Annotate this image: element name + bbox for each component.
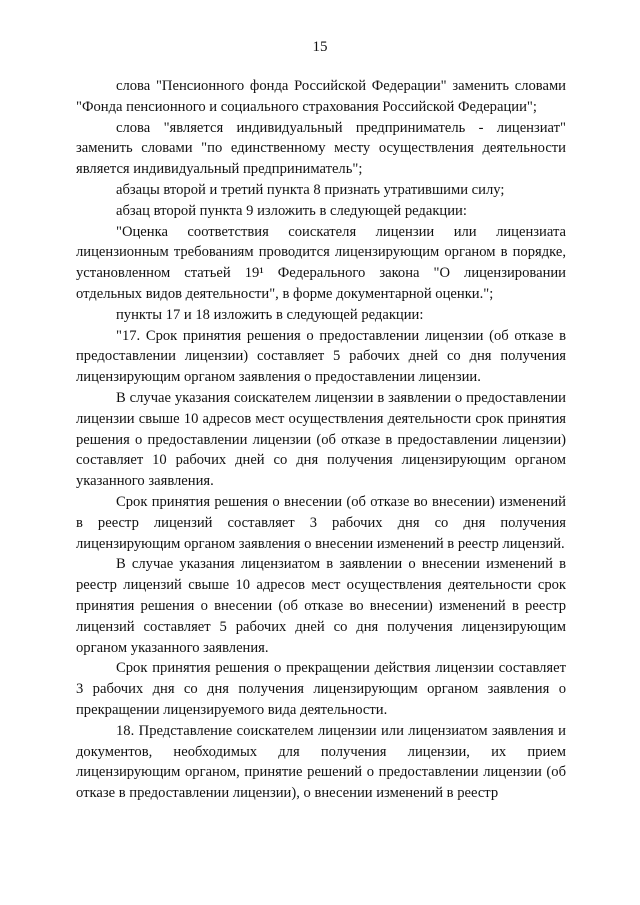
paragraph-2: слова "является индивидуальный предприниматель - лицензиат" заменить словами "по единственному месту осуществления деятельности является индивидуальный предприниматель";: [76, 119, 566, 178]
paragraph-8: В случае указания соискателем лицензии в заявлении о предоставлении лицензии свыше 10 адресов мест осуществления деятельности срок принятия решения о предоставлении лицензии (об отказе в предоставлении лицензии) составляет 10 рабочих дней со дня получения лицензирующим органом указанного заявления.: [76, 389, 566, 490]
paragraph-9: Срок принятия решения о внесении (об отказе во внесении) изменений в реестр лицензий составляет 3 рабочих дня со дня получения лицензирующим органом заявления о внесении изменений в реестр лицензий.: [76, 493, 566, 552]
paragraph-5: "Оценка соответствия соискателя лицензии или лицензиата лицензионным требованиям проводится лицензирующим органом в порядке, установленном статьей 19¹ Федерального закона "О лицензировании отдельных видов деятельности", в форме документарной оценки.";: [76, 223, 566, 302]
paragraph-1: слова "Пенсионного фонда Российской Федерации" заменить словами "Фонда пенсионного и социального страхования Российской Федерации";: [76, 78, 566, 115]
paragraph-12: 18. Представление соискателем лицензии или лицензиатом заявления и документов, необходимых для получения лицензии, их прием лицензирующим органом, принятие решений о предоставлении лицензии (об отказе в предоставлении лицензии), о внесении изменений в реестр: [76, 722, 566, 802]
paragraph-11: Срок принятия решения о прекращении действия лицензии составляет 3 рабочих дня со дня получения лицензирующим органом заявления о прекращении лицензируемого вида деятельности.: [76, 660, 566, 718]
paragraph-4: абзац второй пункта 9 изложить в следующей редакции:: [116, 202, 467, 219]
paragraph-3: абзацы второй и третий пункта 8 признать утратившими силу;: [116, 181, 505, 198]
paragraph-10: В случае указания лицензиатом в заявлении о внесении изменений в реестр лицензий свыше 10 адресов мест осуществления деятельности срок принятия решения о внесении (об отказе во внесении) изменений в реестр лицензий составляет 5 рабочих дней со дня получения лицензирующим органом указанного заявления.: [76, 556, 566, 656]
paragraph-7: "17. Срок принятия решения о предоставлении лицензии (об отказе в предоставлении лицензии) составляет 5 рабочих дней со дня получения лицензирующим органом заявления о предоставлении лицензии.: [76, 327, 566, 386]
page-number: 15: [312, 39, 328, 55]
document-body: [76, 76, 566, 804]
paragraph-6: пункты 17 и 18 изложить в следующей редакции:: [116, 306, 424, 323]
